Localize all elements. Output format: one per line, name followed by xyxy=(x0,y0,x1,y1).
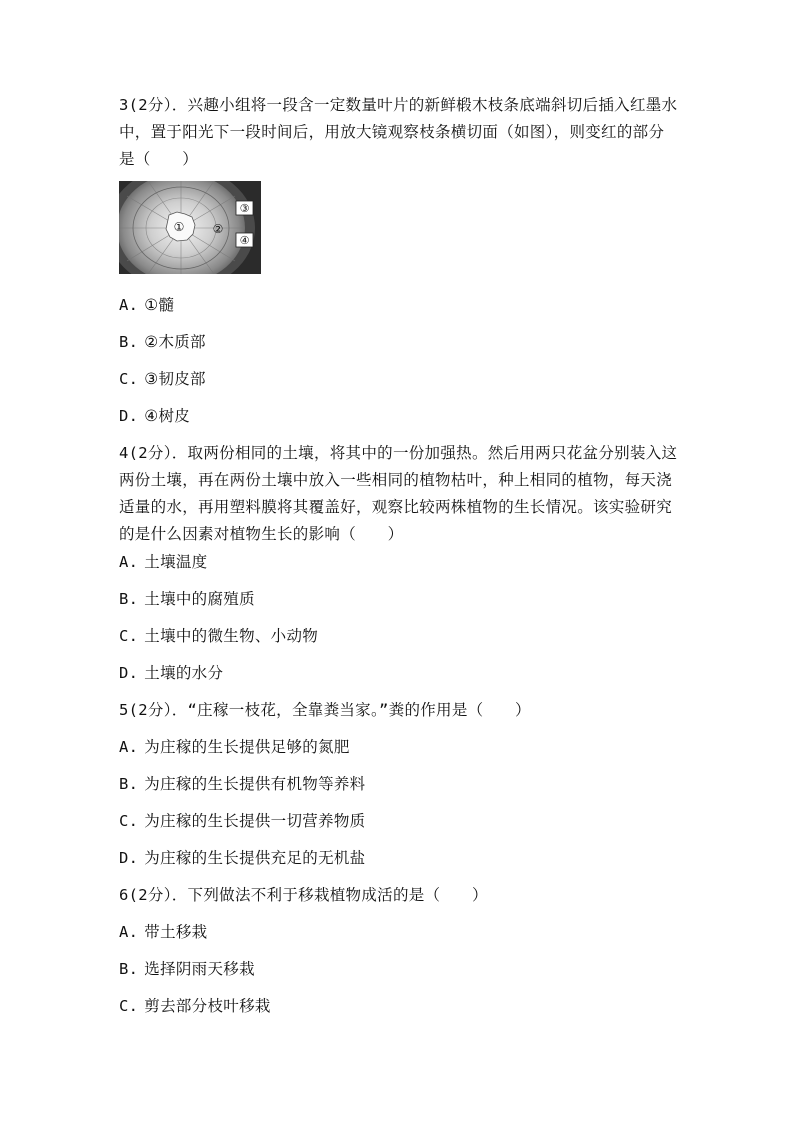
figure-label-3: ③ xyxy=(239,202,250,215)
q6-option-c[interactable]: C. 剪去部分枝叶移栽 xyxy=(119,997,271,1015)
figure-label-4: ④ xyxy=(239,234,250,247)
q6-option-b[interactable]: B. 选择阴雨天移栽 xyxy=(119,960,255,978)
figure-label-2: ② xyxy=(212,222,224,236)
q5-option-b[interactable]: B. 为庄稼的生长提供有机物等养料 xyxy=(119,775,366,793)
question-4-stem: 4(2分）．取两份相同的土壤，将其中的一份加强热。然后用两只花盆分别装入这两份土壤，再在两份土壤中放入一些相同的植物枯叶，种上相同的植物，每天浇适量的水，再用塑料膜将其覆盖好，观察比较两株植物的生长情况。该实验研究的是什么因素对植物生长的影响（ ） xyxy=(119,444,678,543)
q4-option-c[interactable]: C. 土壤中的微生物、小动物 xyxy=(119,627,319,645)
question-3-stem: 3(2分）．兴趣小组将一段含一定数量叶片的新鲜椴木枝条底端斜切后插入红墨水中，置于阳光下一段时间后，用放大镜观察枝条横切面（如图），则变红的部分是（ ） xyxy=(119,96,678,168)
q3-option-b[interactable]: B. ②木质部 xyxy=(119,333,206,351)
stem-cross-section-figure xyxy=(119,181,261,274)
q4-option-a[interactable]: A. 土壤温度 xyxy=(119,553,208,571)
q3-option-c[interactable]: C. ③韧皮部 xyxy=(119,370,206,388)
figure-label-1: ① xyxy=(173,220,185,234)
question-6-stem: 6(2分）．下列做法不利于移栽植物成活的是（ ） xyxy=(119,886,488,904)
q3-option-a[interactable]: A. ①髓 xyxy=(119,296,175,314)
q5-option-a[interactable]: A. 为庄稼的生长提供足够的氮肥 xyxy=(119,738,350,756)
q5-option-c[interactable]: C. 为庄稼的生长提供一切营养物质 xyxy=(119,812,366,830)
q6-option-a[interactable]: A. 带土移栽 xyxy=(119,923,208,941)
q4-option-d[interactable]: D. 土壤的水分 xyxy=(119,664,224,682)
q5-option-d[interactable]: D. 为庄稼的生长提供充足的无机盐 xyxy=(119,849,366,867)
question-5-stem: 5(2分）．“庄稼一枝花，全靠粪当家。”粪的作用是（ ） xyxy=(119,701,531,719)
q3-option-d[interactable]: D. ④树皮 xyxy=(119,407,191,425)
q4-option-b[interactable]: B. 土壤中的腐殖质 xyxy=(119,590,255,608)
